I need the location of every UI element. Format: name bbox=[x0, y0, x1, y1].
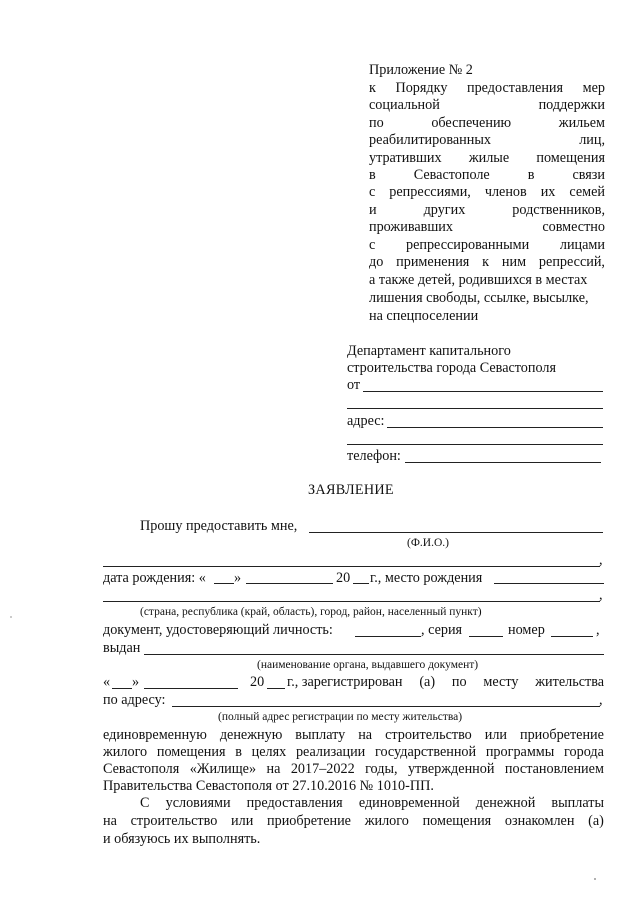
fio-field[interactable] bbox=[309, 532, 603, 533]
conditions-last-line: и обязуюсь их выполнять. bbox=[103, 831, 261, 847]
appendix-line bbox=[369, 132, 605, 149]
appendix-line bbox=[369, 150, 605, 167]
birthplace-label: г., место рождения bbox=[370, 570, 483, 586]
phone-field[interactable] bbox=[405, 462, 601, 463]
appendix-line bbox=[369, 80, 605, 97]
appendix-tail-line: а также детей, родившихся в местах bbox=[369, 272, 588, 288]
birthplace-field-continued[interactable] bbox=[103, 601, 600, 602]
word: реабилитированных bbox=[369, 132, 491, 149]
word: г., зарегистрирован bbox=[287, 674, 403, 690]
word: совместно bbox=[542, 219, 605, 236]
conditions-line bbox=[140, 795, 604, 812]
word: по bbox=[451, 674, 467, 690]
word: годы, bbox=[365, 761, 398, 777]
address-field[interactable] bbox=[387, 427, 603, 428]
body-line bbox=[103, 744, 604, 761]
word: помещения bbox=[422, 813, 492, 829]
comma: , bbox=[599, 587, 603, 603]
word: жилого bbox=[364, 813, 409, 829]
word: жилые bbox=[468, 149, 510, 166]
addressee-line: Департамент капитального bbox=[347, 343, 511, 359]
word: приобретение bbox=[519, 727, 604, 743]
reg-quote-open: « bbox=[103, 674, 111, 690]
word: (а) bbox=[419, 674, 436, 690]
word: лицами bbox=[559, 236, 605, 253]
word: месту bbox=[483, 674, 519, 690]
appendix-line bbox=[369, 167, 605, 184]
word: с bbox=[369, 184, 376, 201]
address-label: по адресу: bbox=[103, 692, 166, 708]
issued-label: выдан bbox=[103, 640, 141, 656]
comma: , bbox=[599, 692, 603, 708]
reg-year-prefix: 20 bbox=[250, 674, 265, 690]
issuer-field[interactable] bbox=[144, 654, 604, 655]
word: предоставления bbox=[467, 80, 564, 96]
word: в bbox=[369, 167, 376, 183]
appendix-line bbox=[369, 237, 605, 254]
word: предоставления bbox=[246, 795, 343, 811]
word: Порядку bbox=[395, 80, 448, 96]
word: поддержки bbox=[538, 97, 605, 114]
word: их bbox=[540, 184, 556, 201]
word: денежной bbox=[475, 795, 536, 811]
fio-caption: (Ф.И.О.) bbox=[407, 537, 449, 549]
appendix-line bbox=[369, 115, 605, 132]
word: помещения bbox=[156, 744, 226, 760]
word: программы bbox=[485, 744, 555, 760]
word: обеспечению bbox=[431, 114, 512, 131]
word: Севастополя bbox=[103, 761, 180, 777]
reg-day-field[interactable] bbox=[112, 688, 132, 689]
appendix-line bbox=[369, 254, 605, 271]
word: ним bbox=[501, 254, 527, 270]
word: денежную bbox=[219, 727, 283, 743]
appendix-line bbox=[369, 219, 605, 236]
word: Севастополе bbox=[413, 167, 490, 183]
word: репрессиями, bbox=[389, 184, 471, 201]
word: или bbox=[231, 813, 254, 829]
word: города bbox=[564, 744, 604, 760]
birthplace-field[interactable] bbox=[494, 583, 604, 584]
word: единовременную bbox=[103, 727, 207, 743]
word: и bbox=[369, 201, 377, 218]
word: других bbox=[423, 201, 466, 218]
word: с bbox=[369, 236, 376, 253]
fio-field-continued[interactable] bbox=[103, 566, 600, 567]
word: в bbox=[235, 744, 242, 760]
word: строительство bbox=[385, 727, 472, 743]
word: утративших bbox=[369, 149, 442, 166]
word: единовременной bbox=[358, 795, 460, 811]
word: «Жилище» bbox=[189, 761, 257, 777]
word: до bbox=[369, 254, 384, 270]
addressee-line: строительства города Севастополя bbox=[347, 360, 557, 376]
birth-year-prefix: 20 bbox=[336, 570, 351, 586]
reg-quote-close: » bbox=[132, 674, 140, 690]
word: репрессированными bbox=[405, 236, 530, 253]
birth-month-field[interactable] bbox=[246, 583, 333, 584]
word: жильем bbox=[558, 114, 605, 131]
appendix-line bbox=[369, 184, 605, 201]
word: по bbox=[369, 114, 384, 131]
birthplace-caption: (страна, республика (край, область), город, район, населенный пункт) bbox=[140, 606, 482, 618]
body-last-line: Правительства Севастополя от 27.10.2016 № 1010-ПП. bbox=[103, 778, 434, 794]
appendix-tail-line: на спецпоселении bbox=[369, 308, 479, 324]
word: приобретение bbox=[267, 813, 351, 829]
body-line bbox=[103, 761, 604, 778]
reg-address-field[interactable] bbox=[172, 706, 600, 707]
word: связи bbox=[572, 167, 605, 183]
word: к bbox=[369, 80, 376, 96]
id-doc-label: документ, удостоверяющий личность: bbox=[103, 622, 333, 638]
phone-label: телефон: bbox=[347, 448, 401, 464]
word: жилого bbox=[103, 744, 148, 760]
reg-month-field[interactable] bbox=[144, 688, 238, 689]
appendix-line bbox=[369, 97, 605, 114]
word: постановлением bbox=[504, 761, 604, 777]
birth-quote-close: » bbox=[234, 570, 242, 586]
comma: , bbox=[599, 552, 603, 568]
id-doc-type-field[interactable] bbox=[355, 636, 421, 637]
appendix-tail-line: лишения свободы, ссылке, высылке, bbox=[369, 290, 589, 306]
word: на bbox=[266, 761, 281, 777]
word: или bbox=[484, 727, 508, 743]
number-field[interactable] bbox=[551, 636, 593, 637]
word: применения bbox=[396, 254, 470, 270]
reg-year-field[interactable] bbox=[267, 688, 285, 689]
word: 2017–2022 bbox=[290, 761, 355, 777]
series-field[interactable] bbox=[469, 636, 503, 637]
word: на bbox=[358, 727, 373, 743]
birth-day-field[interactable] bbox=[214, 583, 234, 584]
comma: , bbox=[596, 622, 600, 638]
word: в bbox=[527, 167, 535, 183]
word: социальной bbox=[369, 97, 440, 114]
word: на bbox=[103, 813, 117, 829]
scan-speck bbox=[10, 616, 12, 618]
word: выплату bbox=[295, 727, 346, 743]
document-title: ЗАЯВЛЕНИЕ bbox=[308, 482, 394, 498]
word: помещения bbox=[536, 149, 605, 166]
word: членов bbox=[484, 184, 527, 201]
birth-date-label: дата рождения: « bbox=[103, 570, 206, 586]
address-label: адрес: bbox=[347, 413, 385, 429]
from-field[interactable] bbox=[363, 391, 603, 392]
series-label: , серия bbox=[421, 622, 463, 638]
scan-speck bbox=[594, 878, 596, 880]
appendix-title: Приложение № 2 bbox=[369, 62, 473, 78]
word: мер bbox=[582, 80, 605, 96]
address-field-continued[interactable] bbox=[347, 444, 603, 445]
appendix-line bbox=[369, 202, 605, 219]
word: целях bbox=[251, 744, 287, 760]
word: реализации bbox=[295, 744, 366, 760]
word: государственной bbox=[375, 744, 477, 760]
word: лиц, bbox=[579, 132, 605, 149]
word: утвержденной bbox=[407, 761, 495, 777]
conditions-line bbox=[103, 813, 604, 830]
word: (а) bbox=[588, 813, 604, 829]
issuer-caption: (наименование органа, выдавшего документ) bbox=[257, 659, 479, 671]
word: жительства bbox=[535, 674, 604, 690]
from-field-continued[interactable] bbox=[347, 408, 603, 409]
word: семей bbox=[569, 184, 605, 201]
word: С bbox=[140, 795, 150, 811]
word: условиями bbox=[165, 795, 231, 811]
registration-text bbox=[287, 674, 604, 691]
request-text: Прошу предоставить мне, bbox=[140, 518, 298, 534]
word: проживавших bbox=[369, 219, 453, 236]
word: репрессий, bbox=[538, 254, 605, 270]
birth-year-field[interactable] bbox=[353, 583, 369, 584]
word: родственников, bbox=[512, 201, 605, 218]
from-label: от bbox=[347, 377, 361, 393]
word: к bbox=[482, 254, 490, 270]
body-line bbox=[103, 727, 604, 744]
number-label: номер bbox=[508, 622, 545, 638]
word: строительство bbox=[130, 813, 218, 829]
word: выплаты bbox=[551, 795, 604, 811]
address-caption: (полный адрес регистрации по месту жительства) bbox=[218, 711, 463, 723]
word: ознакомлен bbox=[504, 813, 575, 829]
